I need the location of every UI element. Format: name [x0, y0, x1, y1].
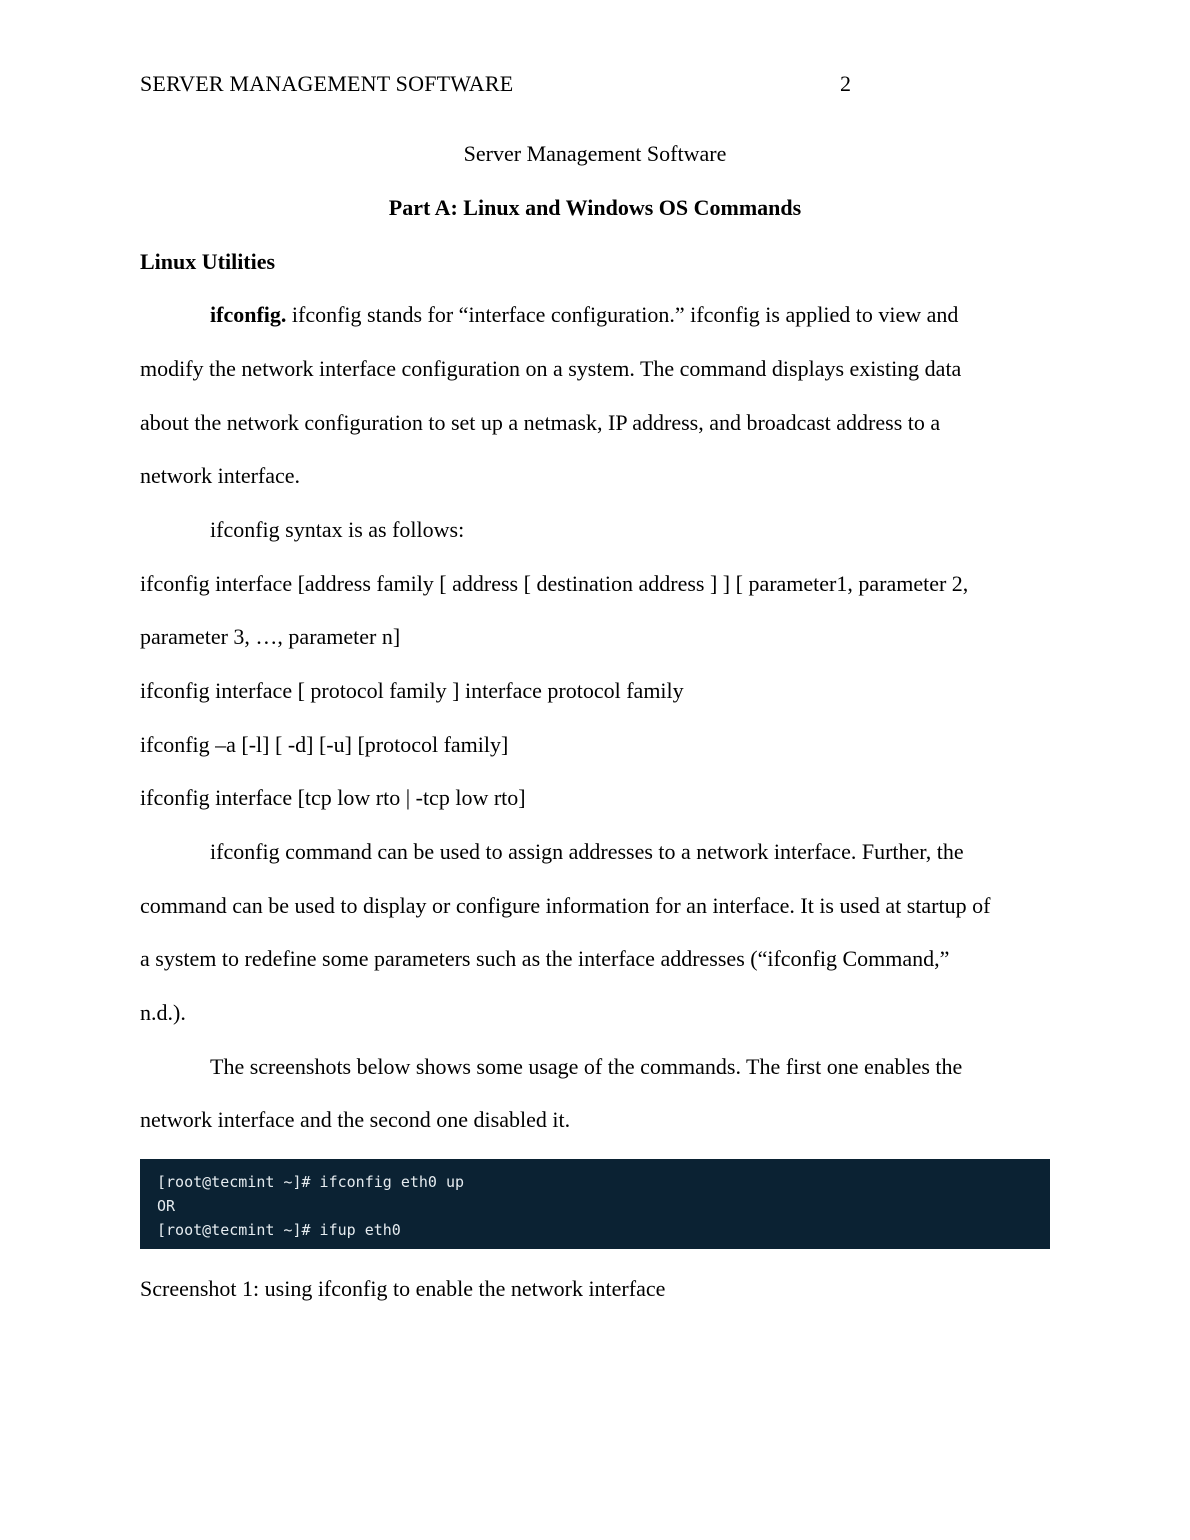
paragraph-line: network interface. — [140, 463, 301, 488]
syntax-line: ifconfig interface [tcp low rto | -tcp low rto] — [140, 785, 526, 810]
paragraph-line: command can be used to display or configure information for an interface. It is used at startup of — [140, 893, 991, 918]
paragraph-line: n.d.). — [140, 1000, 186, 1025]
terminal-line: OR — [157, 1197, 176, 1215]
paragraph-line: modify the network interface configuration on a system. The command displays existing data — [140, 356, 962, 381]
syntax-line: ifconfig –a [-l] [ -d] [-u] [protocol family] — [140, 732, 509, 757]
syntax-intro: ifconfig syntax is as follows: — [210, 517, 465, 542]
terminal-line: [root@tecmint ~]# ifup eth0 — [157, 1221, 401, 1239]
section-heading: Linux Utilities — [140, 249, 276, 274]
paragraph-line — [210, 302, 958, 328]
terminal-line: [root@tecmint ~]# ifconfig eth0 up — [157, 1173, 465, 1191]
page-number: 2 — [840, 71, 851, 96]
paragraph-line: The screenshots below shows some usage of the commands. The first one enables the — [210, 1054, 963, 1079]
paragraph-text: ifconfig stands for “interface configuration.” ifconfig is applied to view and — [286, 302, 959, 327]
terminal-screenshot — [140, 1159, 1050, 1249]
term-ifconfig: ifconfig. — [210, 302, 287, 327]
paragraph-line: about the network configuration to set up a netmask, IP address, and broadcast address to a — [140, 410, 941, 435]
syntax-line: ifconfig interface [address family [ address [ destination address ] ] [ parameter1, parameter 2, — [140, 571, 969, 596]
screenshot-caption: Screenshot 1: using ifconfig to enable the network interface — [140, 1276, 666, 1301]
part-heading: Part A: Linux and Windows OS Commands — [388, 195, 802, 220]
syntax-line: parameter 3, …, parameter n] — [140, 624, 401, 649]
syntax-line: ifconfig interface [ protocol family ] interface protocol family — [140, 678, 684, 703]
running-head: SERVER MANAGEMENT SOFTWARE — [140, 71, 514, 96]
paragraph-line: network interface and the second one disabled it. — [140, 1107, 571, 1132]
paragraph-line: a system to redefine some parameters such as the interface addresses (“ifconfig Command,” — [140, 946, 950, 971]
paragraph-line: ifconfig command can be used to assign addresses to a network interface. Further, the — [210, 839, 964, 864]
document-title: Server Management Software — [463, 141, 727, 166]
